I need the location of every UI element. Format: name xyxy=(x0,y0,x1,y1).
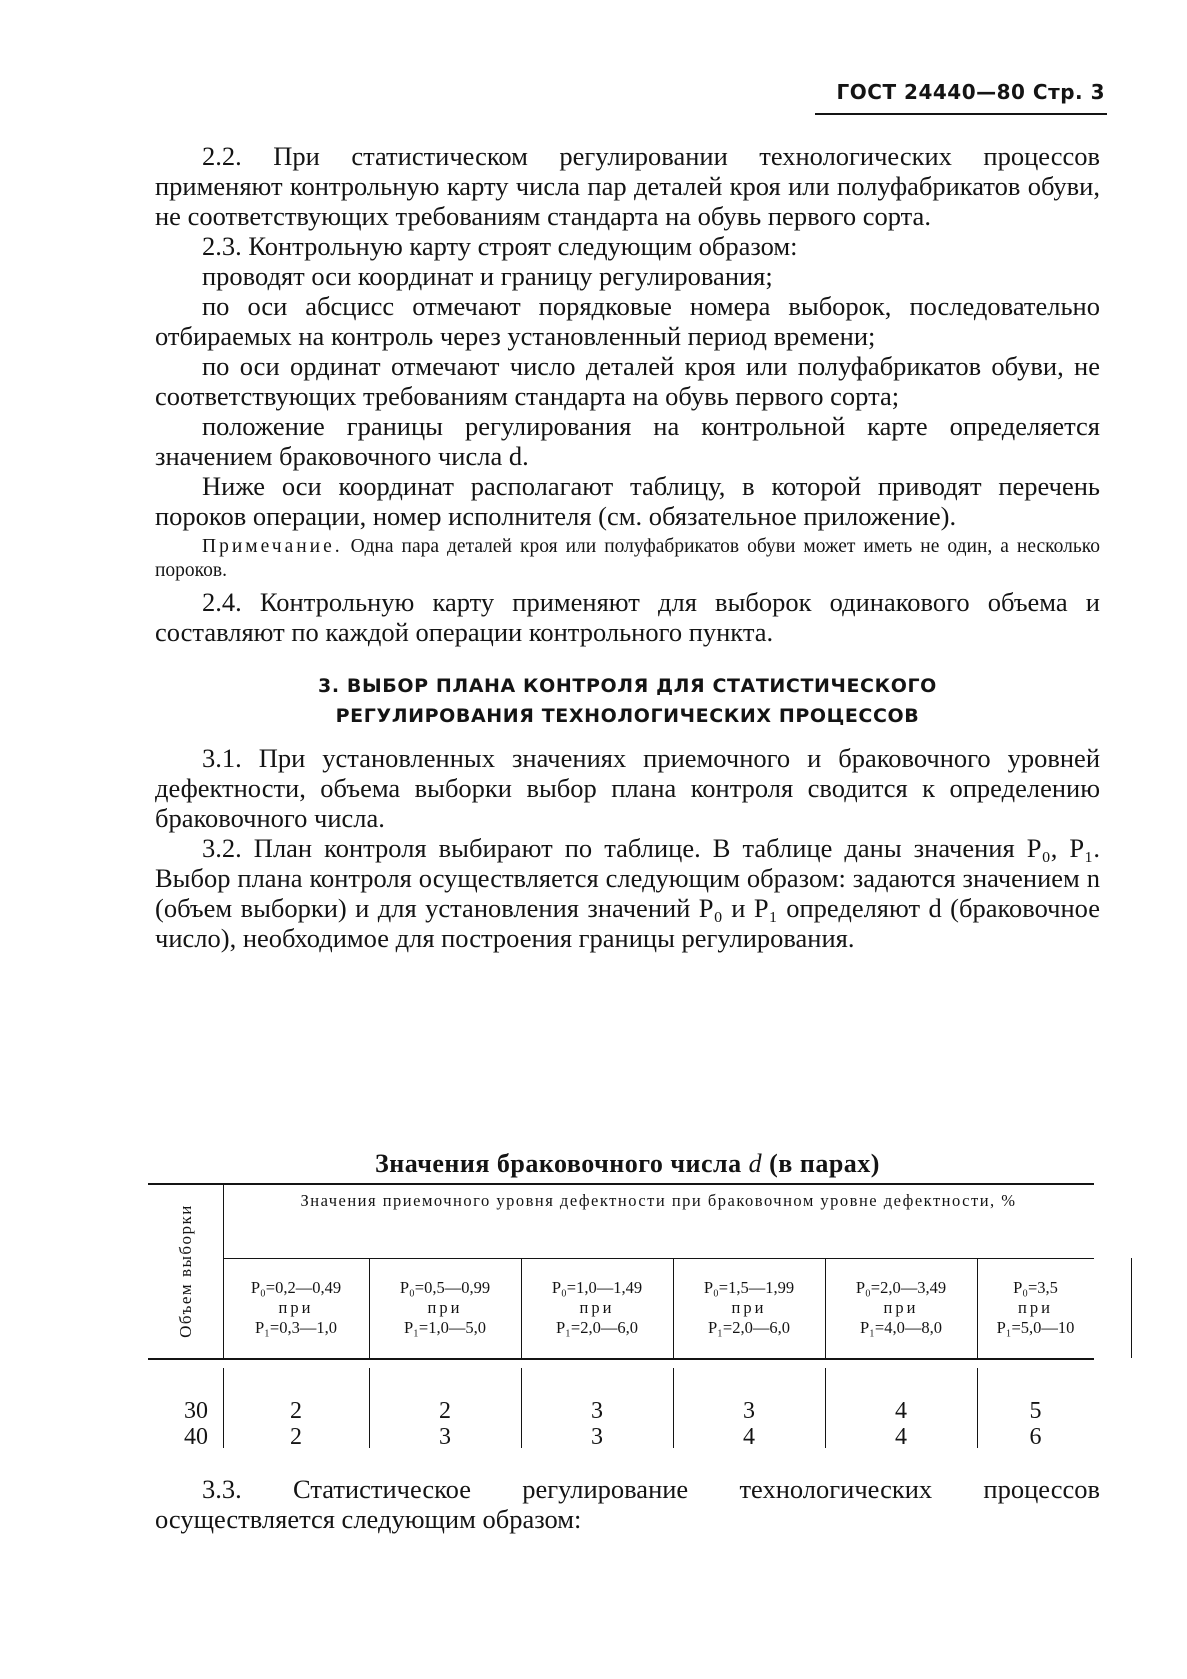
paragraph-3-2: 3.2. План контроля выбирают по таблице. В таблице даны значения P₀, P₁. Выбор плана контроля осуществляется следующим образом: задаются значением n (объем выборки) и для установления значений P₀ и P₁ определяют d (браковочное число), необходимое для построения границы регулирования. xyxy=(155,833,1100,953)
column-header-p0: P₀=0,2—0,49 xyxy=(250,1278,342,1297)
section-3-title-line1: 3. ВЫБОР ПЛАНА КОНТРОЛЯ ДЛЯ СТАТИСТИЧЕСКОГО xyxy=(318,675,937,697)
data-column xyxy=(369,1398,521,1450)
column-header-p0: P₀=2,0—3,49 xyxy=(855,1278,947,1297)
paragraph-abscissa: по оси абсцисс отмечают порядковые номера выборок, последовательно отбираемых на контроль через установленный период времени; xyxy=(155,291,1100,351)
table-title-text: Значения браковочного числа xyxy=(375,1149,742,1178)
column-header xyxy=(223,1278,369,1343)
column-header-p1: P₁=2,0—6,0 xyxy=(556,1318,638,1337)
data-column xyxy=(223,1398,369,1450)
data-column xyxy=(825,1398,977,1450)
paragraph-boundary: положение границы регулирования на контрольной карте определяется значением браковочного числа d. xyxy=(155,411,1100,471)
super-header: Значения приемочного уровня дефектности при браковочном уровне дефектности, % xyxy=(300,1191,1017,1210)
column-header-pri: при xyxy=(278,1298,314,1317)
table-cell: 4 xyxy=(895,1424,907,1450)
table-vline xyxy=(1131,1258,1132,1358)
sample-size-column xyxy=(148,1398,208,1450)
column-header-pri: при xyxy=(1018,1298,1053,1317)
table-cell: 3 xyxy=(743,1398,755,1424)
column-header-pri: при xyxy=(731,1298,767,1317)
reject-number-table xyxy=(148,1183,1094,1453)
column-header-p1: P₁=2,0—6,0 xyxy=(708,1318,790,1337)
table-top-rule xyxy=(148,1183,1094,1185)
column-header-p0: P₀=1,5—1,99 xyxy=(703,1278,795,1297)
paragraph-3-1: 3.1. При установленных значениях приемочного и браковочного уровней дефектности, объема выборки выбор плана контроля сводится к определению браковочного числа. xyxy=(155,743,1100,833)
column-header xyxy=(977,1278,1094,1343)
column-header-pri: при xyxy=(427,1298,463,1317)
table-cell: 3 xyxy=(439,1424,451,1450)
column-header-p0: P₀=0,5—0,99 xyxy=(399,1278,491,1297)
paragraph-2-4: 2.4. Контрольную карту применяют для выборок одинакового объема и составляют по каждой операции контрольного пункта. xyxy=(155,587,1100,647)
section-3-title-line2: РЕГУЛИРОВАНИЯ ТЕХНОЛОГИЧЕСКИХ ПРОЦЕССОВ xyxy=(335,705,920,727)
paragraph-3-3: 3.3. Статистическое регулирование технологических процессов осуществляется следующим образом: xyxy=(155,1474,1100,1534)
data-column xyxy=(673,1398,825,1450)
table-cell: 6 xyxy=(1029,1424,1042,1450)
table-cell: 4 xyxy=(743,1424,755,1450)
column-header-pri: при xyxy=(579,1298,615,1317)
table-cell: 2 xyxy=(290,1398,302,1424)
table-cell: 3 xyxy=(591,1424,603,1450)
column-header-p0: P₀=3,5 xyxy=(1013,1278,1058,1297)
column-header-p0: P₀=1,0—1,49 xyxy=(551,1278,643,1297)
table-cell: 2 xyxy=(290,1424,302,1450)
data-column xyxy=(977,1398,1094,1450)
page-header: ГОСТ 24440—80 Стр. 3 xyxy=(836,80,1105,104)
paragraph-2-3: 2.3. Контрольную карту строят следующим образом: xyxy=(202,231,798,261)
column-header xyxy=(369,1278,521,1343)
column-header-p1: P₁=1,0—5,0 xyxy=(404,1318,486,1337)
table-cell: 3 xyxy=(591,1398,603,1424)
table-cell: 2 xyxy=(439,1398,451,1424)
header-rule xyxy=(815,113,1107,115)
row-header-label: Объем выборки xyxy=(175,1203,195,1338)
table-cell: 5 xyxy=(1029,1398,1042,1424)
sample-size-cell: 40 xyxy=(184,1424,208,1450)
paragraph-axes: проводят оси координат и границу регулирования; xyxy=(202,261,773,291)
note-text: Одна пара деталей кроя или полуфабрикатов обуви может иметь не один, а несколько пороков. xyxy=(155,536,1100,581)
paragraph-below-axes: Ниже оси координат располагают таблицу, в которой приводят перечень пороков операции, номер исполнителя (см. обязательное приложение). xyxy=(155,471,1100,531)
section-3-3 xyxy=(155,1474,1100,1534)
column-header-pri: при xyxy=(883,1298,919,1317)
column-header-p1: P₁=4,0—8,0 xyxy=(860,1318,942,1337)
section-3-title xyxy=(155,671,1100,731)
table-title-suffix: (в парах) xyxy=(769,1149,880,1178)
table-mid-rule xyxy=(223,1258,1094,1259)
paragraph-2-2: 2.2. При статистическом регулировании технологических процессов применяют контрольную карту числа пар деталей кроя или полуфабрикатов обуви, не соответствующих требованиям стандарта на обувь первого сорта. xyxy=(155,141,1100,231)
data-column xyxy=(521,1398,673,1450)
table-cell: 4 xyxy=(895,1398,907,1424)
note-label: Примечание. xyxy=(202,536,343,557)
paragraph-ordinate: по оси ординат отмечают число деталей кроя или полуфабрикатов обуви, не соответствующих требованиям стандарта на обувь первого сорта; xyxy=(155,351,1100,411)
table-title xyxy=(155,1149,1100,1179)
sample-size-cell: 30 xyxy=(184,1398,208,1424)
column-header-p1: P₁=0,3—1,0 xyxy=(255,1318,337,1337)
table-header-rule xyxy=(148,1358,1094,1360)
column-header xyxy=(825,1278,977,1343)
section-2-body xyxy=(155,141,1100,953)
column-header-p1: P₁=5,0—10 xyxy=(996,1318,1075,1337)
column-header xyxy=(673,1278,825,1343)
table-title-var: d xyxy=(748,1149,763,1178)
row-header-cell xyxy=(148,1183,223,1358)
note xyxy=(155,535,1100,583)
column-header xyxy=(521,1278,673,1343)
